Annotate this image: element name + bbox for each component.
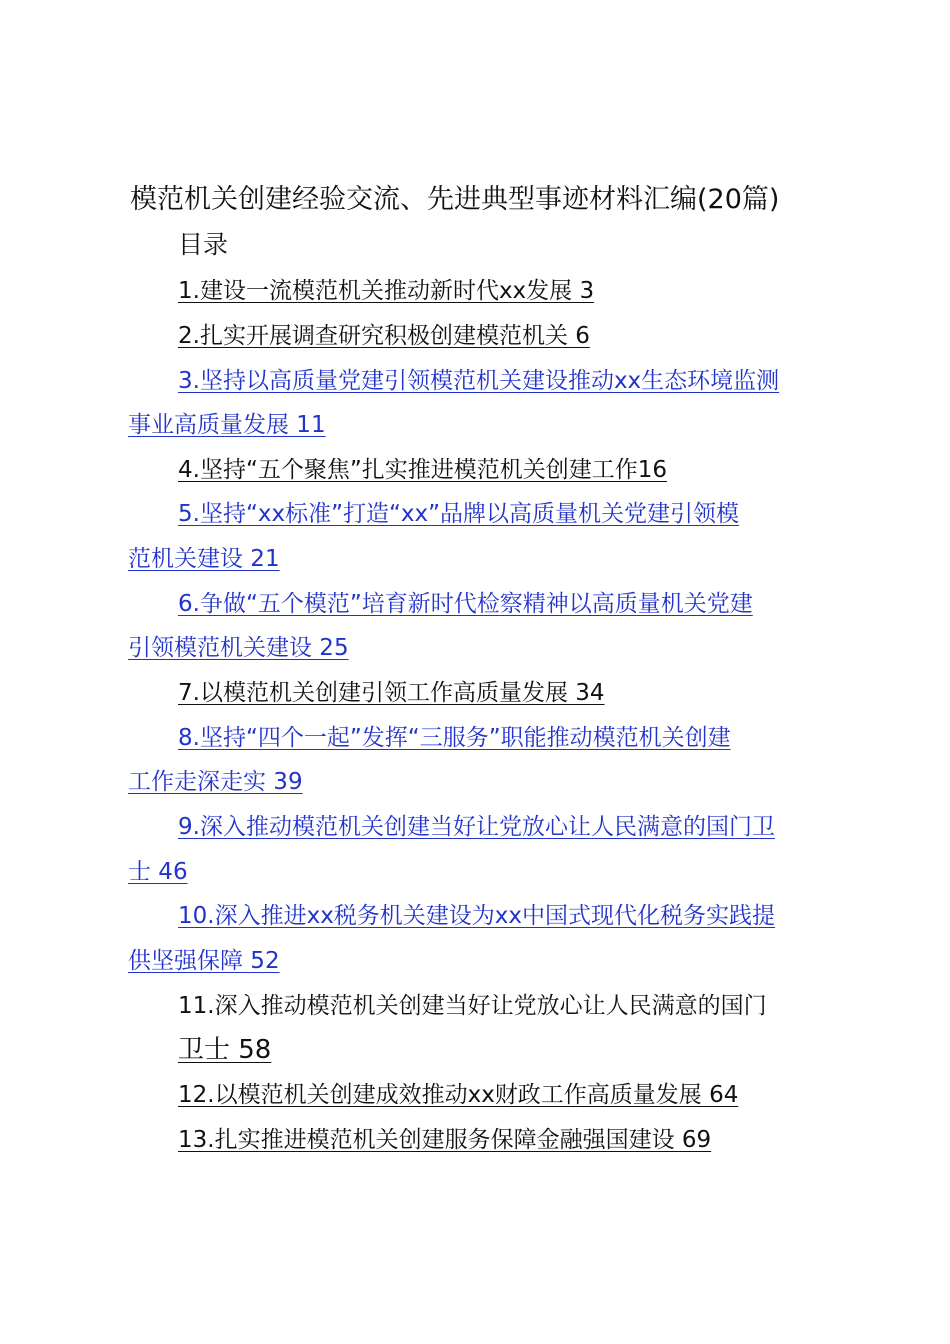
toc-entry-2[interactable]: 2.扎实开展调查研究积极创建模范机关 6 — [178, 323, 590, 349]
toc-entry-11-line-2[interactable]: 卫士 58 — [178, 1035, 272, 1065]
toc-entry-11-line-1[interactable]: 11.深入推动模范机关创建当好让党放心让人民满意的国门 — [178, 993, 767, 1019]
toc-heading: 目录 — [178, 230, 229, 259]
toc-entry-3-line-2[interactable]: 事业高质量发展 11 — [128, 412, 326, 438]
toc-entry-1[interactable]: 1.建设一流模范机关推动新时代xx发展 3 — [178, 278, 595, 304]
toc-entry-5-line-1[interactable]: 5.坚持“xx标准”打造“xx”品牌以高质量机关党建引领模 — [178, 501, 740, 527]
toc-entry-8-line-2[interactable]: 工作走深走实 39 — [128, 769, 303, 795]
document-title: 模范机关创建经验交流、先进典型事迹材料汇编(20篇) — [130, 184, 780, 215]
toc-entry-3-line-1[interactable]: 3.坚持以高质量党建引领模范机关建设推动xx生态环境监测 — [178, 368, 780, 394]
toc-entry-10-line-1[interactable]: 10.深入推进xx税务机关建设为xx中国式现代化税务实践提 — [178, 903, 776, 929]
toc-entry-12[interactable]: 12.以模范机关创建成效推动xx财政工作高质量发展 64 — [178, 1082, 739, 1108]
toc-entry-6-line-1[interactable]: 6.争做“五个模范”培育新时代检察精神以高质量机关党建 — [178, 591, 753, 617]
toc-entry-13[interactable]: 13.扎实推进模范机关创建服务保障金融强国建设 69 — [178, 1127, 712, 1153]
toc-entry-4[interactable]: 4.坚持“五个聚焦”扎实推进模范机关创建工作16 — [178, 457, 668, 483]
toc-entry-10-line-2[interactable]: 供坚强保障 52 — [128, 948, 280, 974]
toc-entry-8-line-1[interactable]: 8.坚持“四个一起”发挥“三服务”职能推动模范机关创建 — [178, 725, 731, 751]
toc-entry-6-line-2[interactable]: 引领模范机关建设 25 — [128, 635, 349, 661]
toc-entry-7[interactable]: 7.以模范机关创建引领工作高质量发展 34 — [178, 680, 605, 706]
toc-entry-9-line-1[interactable]: 9.深入推动模范机关创建当好让党放心让人民满意的国门卫 — [178, 814, 775, 840]
toc-entry-9-line-2[interactable]: 士 46 — [128, 859, 188, 885]
toc-entry-5-line-2[interactable]: 范机关建设 21 — [128, 546, 280, 572]
